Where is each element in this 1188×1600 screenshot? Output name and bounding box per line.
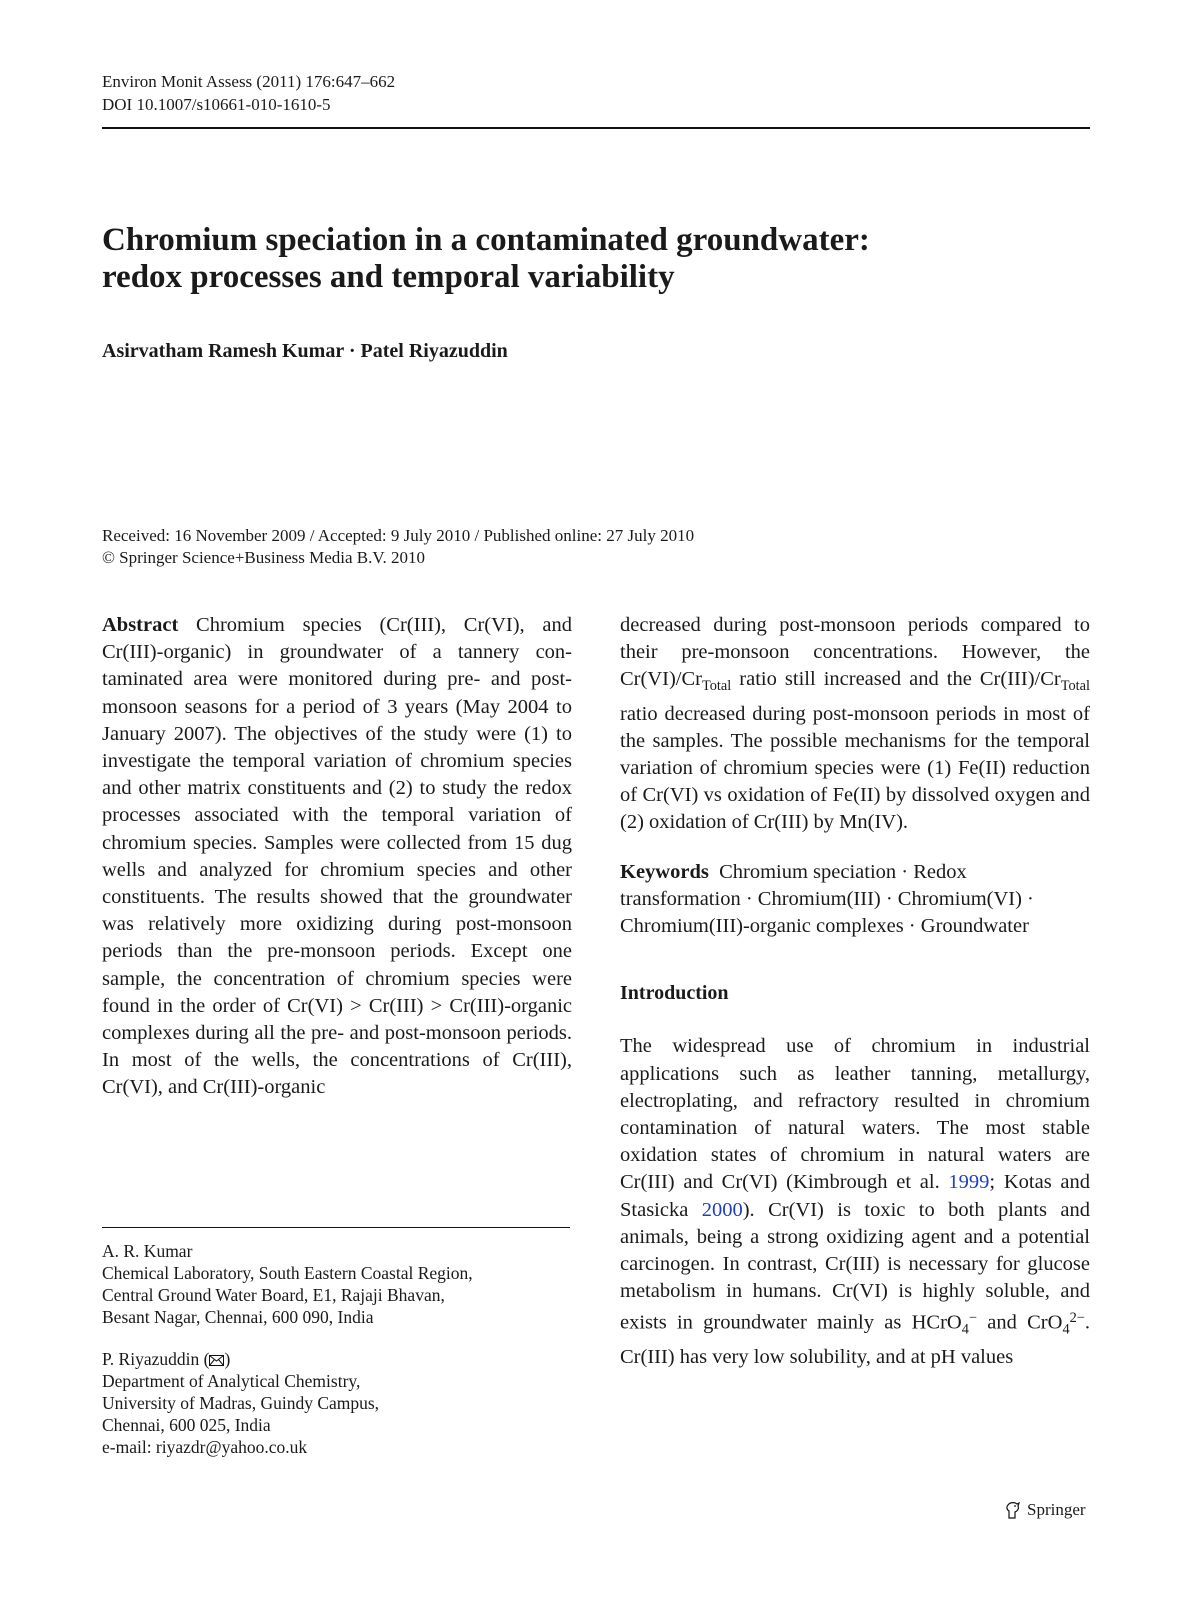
journal-header <box>102 70 395 116</box>
subscript-total: Total <box>1060 678 1090 695</box>
author-separator: · <box>348 340 356 362</box>
keywords-text: Chromium speciation · Redox transformation · Chromium(III) · Chromium(VI) · Chromium(III)-organic complexes · Groundwater <box>620 860 1034 938</box>
abstract-label: Abstract <box>102 614 179 636</box>
email-address[interactable]: e-mail: riyazdr@yahoo.co.uk <box>102 1437 308 1457</box>
citation-link-kotas[interactable]: 2000 <box>701 1198 743 1221</box>
article-title <box>102 222 1062 296</box>
subscript-4: 4 <box>961 1321 969 1338</box>
abstract-text-right-b: ratio still increased and the Cr(III)/Cr <box>731 668 1061 691</box>
affiliation-kumar <box>102 1240 473 1328</box>
affiliation-line: Department of Analytical Chemistry, <box>102 1371 361 1391</box>
affiliation-rule <box>102 1227 570 1228</box>
doi: DOI 10.1007/s10661-010-1610-5 <box>102 95 331 114</box>
affiliation-name: A. R. Kumar <box>102 1241 193 1261</box>
superscript-minus: − <box>968 1310 977 1327</box>
keywords-block <box>620 859 1090 941</box>
envelope-icon[interactable] <box>209 1349 224 1360</box>
affiliation-line: Chennai, 600 025, India <box>102 1415 271 1435</box>
article-history: Received: 16 November 2009 / Accepted: 9 July 2010 / Published online: 27 July 2010 <box>102 526 695 545</box>
abstract-continuation <box>620 612 1090 837</box>
intro-text-1: The widespread use of chromium in industrial applications such as leather tanning, metallurgy, electroplating, and refractory resulted in chromium contamination of natural waters. The most stable oxidation states of chromium in natural waters are Cr(III) and Cr(VI) (Kimbrough et al. <box>620 1035 1090 1194</box>
author-list <box>102 340 508 363</box>
affiliation-line: Chemical Laboratory, South Eastern Coastal Region, <box>102 1263 473 1283</box>
right-column <box>620 612 1090 1371</box>
intro-text-4: and CrO <box>976 1311 1063 1334</box>
citation-link-kimbrough[interactable]: 1999 <box>948 1171 990 1194</box>
introduction-heading: Introduction <box>620 982 729 1005</box>
intro-text-2: ; Kotas and Stasicka <box>620 1171 1090 1221</box>
author-1: Asirvatham Ramesh Kumar <box>102 340 344 362</box>
affiliation-line: Central Ground Water Board, E1, Rajaji Bhavan, <box>102 1285 445 1305</box>
header-rule <box>102 127 1090 129</box>
springer-horse-icon <box>1003 1500 1023 1520</box>
abstract-text-right-c: ratio decreased during post-monsoon periods in most of the samples. The possible mechanisms for the temporal variation of chromium species were (1) Fe(II) reduction of Cr(VI) vs oxidation of Fe(II) by dissolved oxygen and (2) oxidation of Cr(III) by Mn(IV). <box>620 702 1090 834</box>
affiliation-riyazuddin <box>102 1348 379 1458</box>
abstract-column-left <box>102 612 572 1102</box>
journal-citation: Environ Monit Assess (2011) 176:647–662 <box>102 72 396 91</box>
copyright-line: © Springer Science+Business Media B.V. 2010 <box>102 548 425 567</box>
abstract-paragraph <box>102 612 572 1102</box>
title-line-2: redox processes and temporal variability <box>102 259 675 295</box>
publisher-footer <box>1003 1500 1086 1520</box>
subscript-4: 4 <box>1062 1321 1070 1338</box>
affiliation-name-close: ) <box>224 1349 231 1369</box>
abstract-text-left: Chromium species (Cr(III), Cr(VI), and Cr(III)-organic) in groundwater of a tannery contaminated area were monitored during pre- and post-monsoon seasons for a period of 3 years (May 2004 to January 2007). The objectives of the study were (1) to investigate the temporal variation of chromium species and other matrix constituents and (2) to study the redox processes associated with the temporal variation of chromium species. Samples were collected from 15 dug wells and analyzed for chromium species and other constituents. The results showed that the groundwater was relatively more oxidizing during post-monsoon periods than the pre-monsoon periods. Except one sample, the concentration of chromium species were found in the order of Cr(VI) > Cr(III) > Cr(III)-organic complexes during all the pre- and post-monsoon periods. In most of the wells, the concentrations of Cr(III), Cr(VI), and Cr(III)-organic <box>102 614 572 1099</box>
title-line-1: Chromium speciation in a contaminated groundwater: <box>102 222 870 258</box>
affiliation-line: Besant Nagar, Chennai, 600 090, India <box>102 1307 374 1327</box>
abstract-text-right-a: decreased during post-monsoon periods compared to their pre-monsoon concentrations. However, the Cr(VI)/Cr <box>620 614 1090 691</box>
author-2: Patel Riyazuddin <box>360 340 508 362</box>
affiliation-line: University of Madras, Guindy Campus, <box>102 1393 380 1413</box>
introduction-paragraph <box>620 1033 1090 1371</box>
subscript-total: Total <box>701 678 732 695</box>
publication-dates <box>102 525 694 569</box>
affiliation-name <box>102 1348 379 1370</box>
superscript-2minus: 2− <box>1069 1310 1085 1327</box>
intro-text-3: ). Cr(VI) is toxic to both plants and animals, being a strong oxidizing agent and a potential carcinogen. In contrast, Cr(III) is necessary for glucose metabolism in humans. Cr(VI) is highly soluble, and exists in groundwater mainly as HCrO <box>620 1198 1090 1334</box>
keywords-label: Keywords <box>620 860 709 883</box>
affiliation-name-text: P. Riyazuddin ( <box>102 1349 210 1369</box>
publisher-name: Springer <box>1027 1500 1086 1519</box>
intro-text-5: . Cr(III) has very low solubility, and at pH values <box>620 1311 1090 1369</box>
